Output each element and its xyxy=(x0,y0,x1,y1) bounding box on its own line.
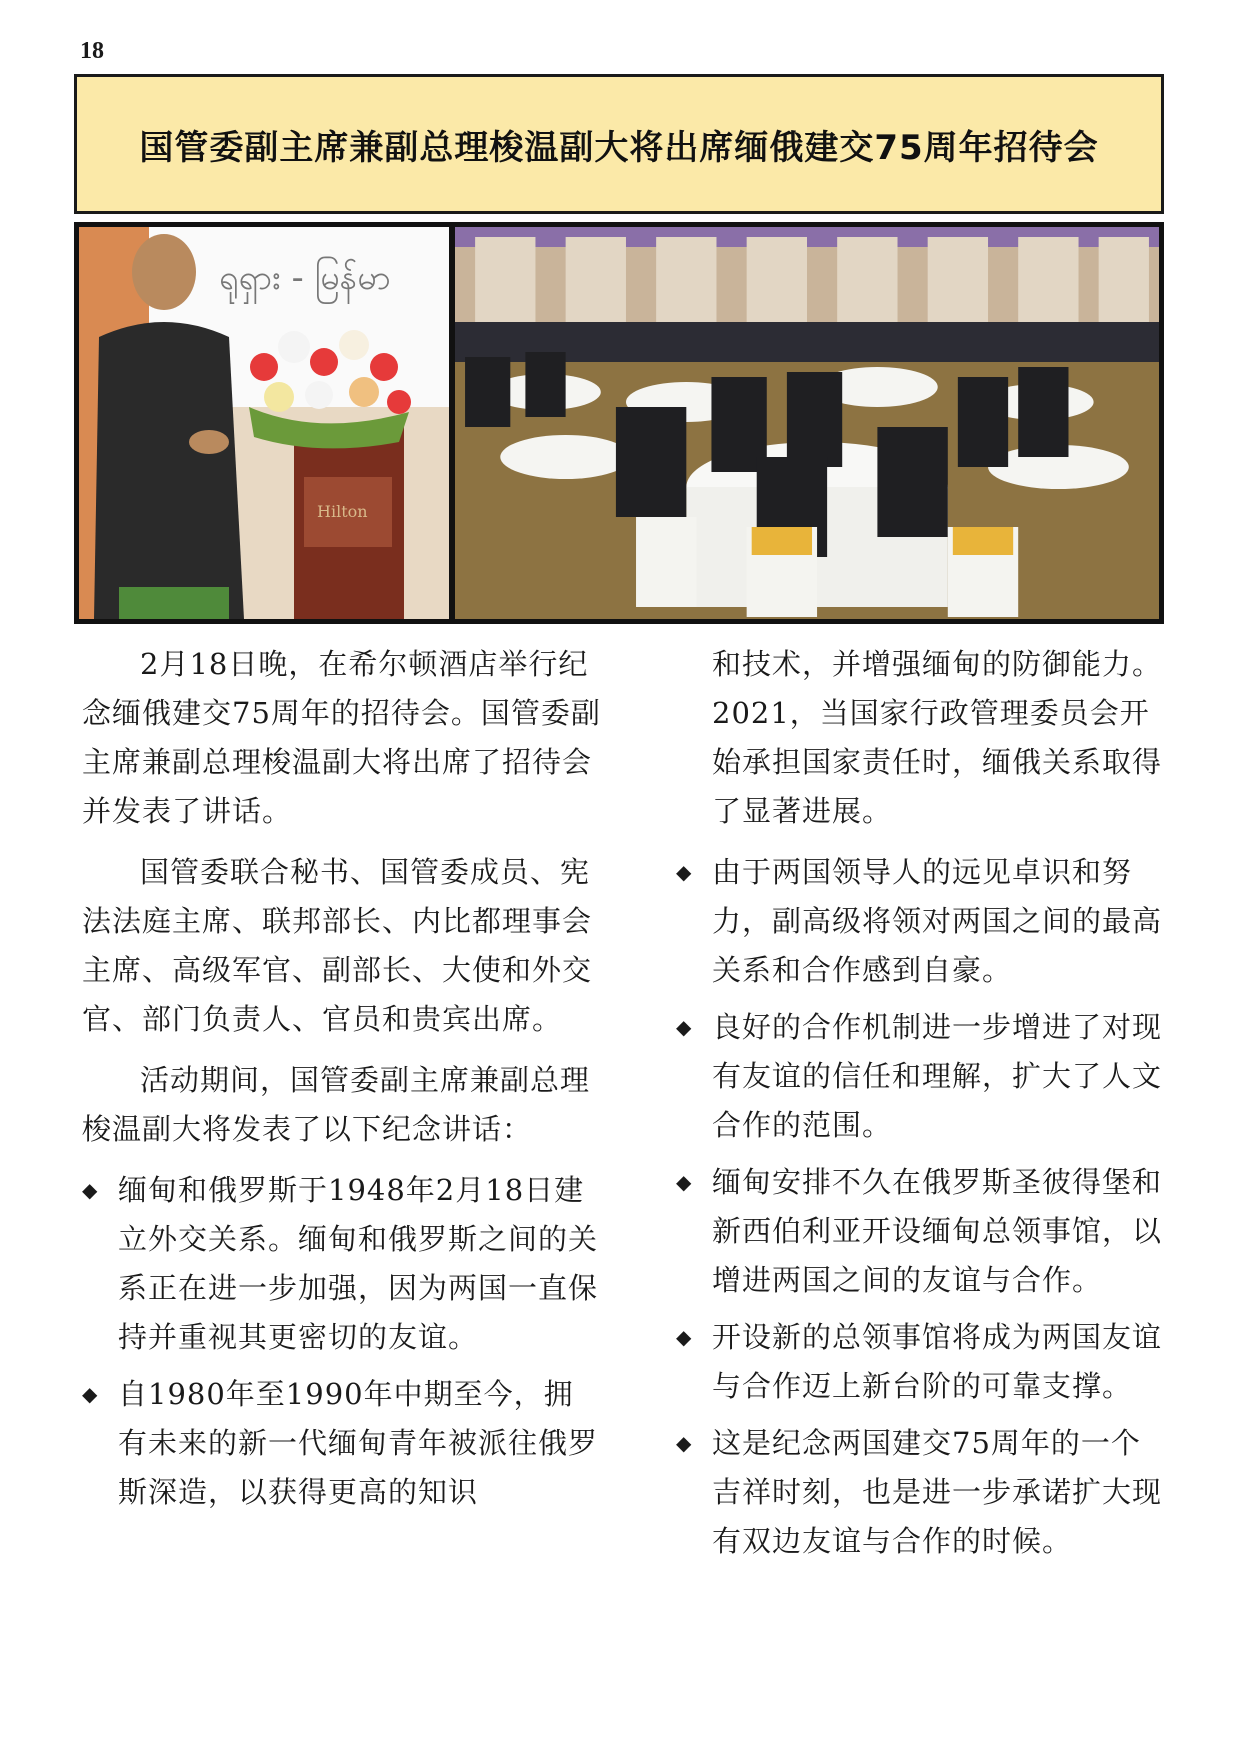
list-item-text: 缅甸和俄罗斯于1948年2月18日建立外交关系。缅甸和俄罗斯之间的关系正在进一步加强，因为两国一直保持并重视其更密切的友谊。 xyxy=(118,1173,599,1354)
list-item xyxy=(676,1158,1168,1305)
page-number: 18 xyxy=(80,38,104,64)
diamond-bullet-icon: ◆ xyxy=(676,1431,693,1455)
list-item-text: 这是纪念两国建交75周年的一个吉祥时刻，也是进一步承诺扩大现有双边友谊与合作的时候。 xyxy=(712,1426,1163,1558)
list-item xyxy=(82,1166,602,1362)
article-title: 国管委副主席兼副总理梭温副大将出席缅俄建交75周年招待会 xyxy=(139,127,1099,168)
paragraph-speech-intro: 活动期间，国管委副主席兼副总理梭温副大将发表了以下纪念讲话： xyxy=(82,1063,591,1146)
diamond-bullet-icon: ◆ xyxy=(676,1170,693,1194)
right-column xyxy=(676,640,1168,1574)
banner-text: ရုရှား - မြန်မာ xyxy=(219,258,391,298)
bullet-continuation: 和技术，并增强缅甸的防御能力。2021，当国家行政管理委员会开始承担国家责任时，缅俄关系取得了显著进展。 xyxy=(712,647,1163,828)
diamond-bullet-icon: ◆ xyxy=(676,1015,693,1039)
list-item xyxy=(676,848,1168,995)
list-item-text: 良好的合作机制进一步增进了对现有友谊的信任和理解，扩大了人文合作的范围。 xyxy=(712,1010,1163,1142)
list-item xyxy=(676,1313,1168,1411)
list-item-text: 自1980年至1990年中期至今，拥有未来的新一代缅甸青年被派往俄罗斯深造，以获得更高的知识 xyxy=(118,1377,599,1509)
diamond-bullet-icon: ◆ xyxy=(676,860,693,884)
list-item xyxy=(676,1419,1168,1566)
podium-logo-text: Hilton xyxy=(317,502,368,521)
photo-speaker-at-podium xyxy=(79,227,449,619)
diamond-bullet-icon: ◆ xyxy=(676,1325,693,1349)
photo-strip xyxy=(74,222,1164,624)
title-box xyxy=(74,74,1164,214)
list-item-text: 开设新的总领事馆将成为两国友谊与合作迈上新台阶的可靠支撑。 xyxy=(712,1320,1163,1403)
list-item-text: 由于两国领导人的远见卓识和努力，副高级将领对两国之间的最高关系和合作感到自豪。 xyxy=(712,855,1163,987)
diamond-bullet-icon: ◆ xyxy=(82,1382,99,1406)
speech-points-right xyxy=(676,848,1168,1566)
paragraph-intro: 2月18日晚，在希尔顿酒店举行纪念缅俄建交75周年的招待会。国管委副主席兼副总理梭温副大将出席了招待会并发表了讲话。 xyxy=(82,647,601,828)
diamond-bullet-icon: ◆ xyxy=(82,1178,99,1202)
left-column xyxy=(82,640,602,1525)
list-item-text: 缅甸安排不久在俄罗斯圣彼得堡和新西伯利亚开设缅甸总领事馆，以增进两国之间的友谊与合作。 xyxy=(712,1165,1163,1297)
list-item xyxy=(82,1370,602,1517)
photo-reception-hall xyxy=(455,227,1159,619)
list-item xyxy=(676,1003,1168,1150)
speech-points-left xyxy=(82,1166,602,1517)
paragraph-attendees: 国管委联合秘书、国管委成员、宪法法庭主席、联邦部长、内比都理事会主席、高级军官、副部长、大使和外交官、部门负责人、官员和贵宾出席。 xyxy=(82,855,593,1036)
